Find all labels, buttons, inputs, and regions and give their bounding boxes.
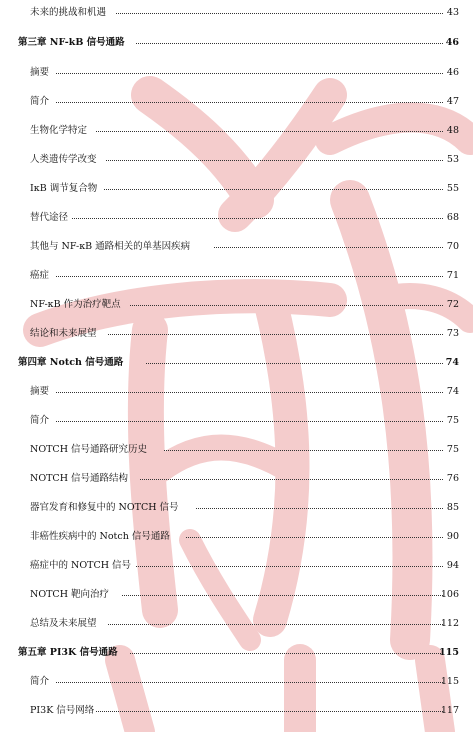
dot-leader [106, 160, 443, 161]
toc-page-number: 94 [446, 560, 459, 571]
toc-chapter-title: 第四章 Notch 信号通路 [18, 357, 124, 368]
toc-entry[interactable] [0, 326, 473, 342]
toc-entry-title: 器官发育和修复中的 NOTCH 信号 [30, 502, 179, 513]
toc-page-number: 70 [446, 241, 459, 252]
dot-leader [96, 711, 443, 712]
toc-chapter-title: 第五章 PI3K 信号通路 [18, 647, 118, 658]
toc-entry[interactable] [0, 210, 473, 226]
toc-entry[interactable] [0, 94, 473, 110]
toc-page-number: 53 [446, 154, 459, 165]
toc-entry[interactable] [0, 5, 473, 21]
dot-leader [146, 363, 443, 364]
toc-page-number: 46 [445, 37, 459, 48]
toc-entry-title: 生物化学特定 [30, 125, 88, 136]
toc-entry[interactable] [0, 123, 473, 139]
toc-page-number: 90 [446, 531, 459, 542]
toc-entry[interactable] [0, 703, 473, 719]
toc-entry-title: 摘要 [30, 386, 50, 397]
toc-entry-title: 癌症 [30, 270, 50, 281]
toc-entry[interactable] [0, 152, 473, 168]
toc-page-number: 117 [440, 705, 459, 716]
toc-entry-title: NOTCH 信号通路研究历史 [30, 444, 148, 455]
dot-leader [136, 566, 443, 567]
toc-page-number: 73 [446, 328, 459, 339]
toc-chapter[interactable] [0, 35, 473, 51]
toc-page-number: 68 [446, 212, 459, 223]
toc-entry-title: 结论和未来展望 [30, 328, 97, 339]
toc-entry-title: NOTCH 靶向治疗 [30, 589, 110, 600]
toc-page-number: 47 [446, 96, 459, 107]
dot-leader [136, 43, 443, 44]
toc-entry[interactable] [0, 442, 473, 458]
toc-chapter[interactable] [0, 645, 473, 661]
toc-entry[interactable] [0, 297, 473, 313]
toc-entry-title: 癌症中的 NOTCH 信号 [30, 560, 132, 571]
toc-entry[interactable] [0, 558, 473, 574]
toc-entry-title: 未来的挑战和机遇 [30, 7, 107, 18]
dot-leader [214, 247, 443, 248]
toc-entry[interactable] [0, 500, 473, 516]
dot-leader [130, 305, 443, 306]
toc-entry[interactable] [0, 413, 473, 429]
toc-page-number: 46 [446, 67, 459, 78]
toc-page-number: 112 [440, 618, 459, 629]
toc-page-number: 72 [446, 299, 459, 310]
toc-page-number: 74 [445, 357, 459, 368]
toc-page-number: 75 [446, 415, 459, 426]
toc-entry-title: 摘要 [30, 67, 50, 78]
dot-leader [122, 595, 443, 596]
toc-entry-title: IκB 调节复合物 [30, 183, 98, 194]
dot-leader [56, 276, 443, 277]
toc-entry-title: NF-κB 作为治疗靶点 [30, 299, 121, 310]
toc-entry[interactable] [0, 587, 473, 603]
toc-entry[interactable] [0, 268, 473, 284]
toc-entry[interactable] [0, 384, 473, 400]
toc-entry[interactable] [0, 529, 473, 545]
dot-leader [56, 102, 443, 103]
toc-chapter-title: 第三章 NF-kB 信号通路 [18, 37, 125, 48]
dot-leader [96, 131, 443, 132]
toc-page-number: 71 [446, 270, 459, 281]
toc-page-number: 74 [446, 386, 459, 397]
toc-page-number: 76 [446, 473, 459, 484]
toc-entry-title: 总结及未来展望 [30, 618, 97, 629]
toc-entry-title: 替代途径 [30, 212, 69, 223]
dot-leader [72, 218, 443, 219]
toc-entry[interactable] [0, 239, 473, 255]
dot-leader [130, 653, 443, 654]
toc-page-number: 75 [446, 444, 459, 455]
dot-leader [104, 189, 443, 190]
dot-leader [116, 13, 443, 14]
dot-leader [56, 392, 443, 393]
toc-entry-title: PI3K 信号网络 [30, 705, 95, 716]
dot-leader [56, 73, 443, 74]
toc-entry-title: 人类遗传学改变 [30, 154, 97, 165]
toc-entry[interactable] [0, 674, 473, 690]
dot-leader [196, 508, 443, 509]
toc-entry-title: 简介 [30, 96, 50, 107]
dot-leader [108, 334, 443, 335]
toc-entry[interactable] [0, 181, 473, 197]
toc-entry-title: 非癌性疾病中的 Notch 信号通路 [30, 531, 170, 542]
toc-page-number: 115 [439, 647, 459, 658]
toc-entry-title: 简介 [30, 676, 50, 687]
dot-leader [164, 450, 443, 451]
toc-entry[interactable] [0, 616, 473, 632]
dot-leader [56, 682, 443, 683]
dot-leader [56, 421, 443, 422]
toc-page-number: 106 [440, 589, 459, 600]
toc-page-number: 43 [446, 7, 459, 18]
toc-page-number: 115 [440, 676, 459, 687]
toc-entry[interactable] [0, 471, 473, 487]
toc-entry-title: 其他与 NF-κB 通路相关的单基因疾病 [30, 241, 191, 252]
toc-chapter[interactable] [0, 355, 473, 371]
toc-entry-title: NOTCH 信号通路结构 [30, 473, 129, 484]
dot-leader [108, 624, 443, 625]
dot-leader [186, 537, 443, 538]
toc-page-number: 48 [446, 125, 459, 136]
toc-page-number: 55 [446, 183, 459, 194]
toc-page-number: 85 [446, 502, 459, 513]
toc-entry[interactable] [0, 65, 473, 81]
toc-entry-title: 简介 [30, 415, 50, 426]
dot-leader [140, 479, 443, 480]
